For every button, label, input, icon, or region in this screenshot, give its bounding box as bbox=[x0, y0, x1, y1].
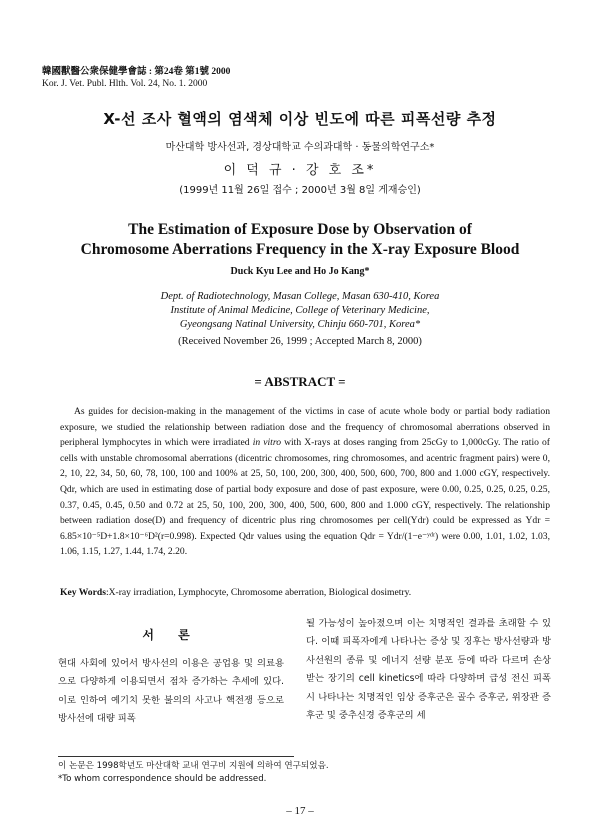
affiliation-line: Gyeongsang Natinal University, Chinju 660-701, Korea* bbox=[179, 319, 421, 330]
abstract-text: As guides for decision-making in the management of the victims in case of acute whole body or partial body radiation exposure, we studied the relationship between radiation dose and the frequency of chromosomal aberrations observed in peripheral lymphocytes in which were irradiated bbox=[60, 406, 550, 449]
korean-authors: 이 덕 규 · 강 호 조* bbox=[223, 163, 377, 178]
intro-text-right: 될 가능성이 높아졌으며 이는 치명적인 결과를 초래할 수 있다. 이때 피폭자에게 나타나는 증상 및 징후는 방사선량과 방사선원의 종류 및 에너지 선량 분포 등에 따라 다르며 손상 받는 장기의 cell kinetics에 따라 다양하며 급성 전신 피폭시 나타나는 치명적인 임상 증후군은 골수 증후군, 위장관 증후군 및 중추신경 증후군의 세 bbox=[306, 618, 551, 722]
footnote-funding: 이 논문은 1998학년도 마산대학 교내 연구비 지원에 의하여 연구되었음. bbox=[58, 761, 329, 771]
page-number: – 17 – bbox=[286, 805, 314, 817]
intro-right-column bbox=[306, 615, 551, 725]
abstract-italic: in vitro bbox=[252, 437, 281, 449]
affiliation-line: Institute of Animal Medicine, College of Veterinary Medicine, bbox=[170, 305, 430, 316]
abstract-paragraph bbox=[60, 404, 550, 560]
abstract-heading: = ABSTRACT = bbox=[254, 374, 346, 389]
english-dates: (Received November 26, 1999 ; Accepted March 8, 2000) bbox=[178, 336, 422, 347]
korean-affiliation: 마산대학 방사선과, 경상대학교 수의과대학 · 동물의학연구소* bbox=[165, 142, 435, 153]
korean-dates: (1999년 11월 26일 접수 ; 2000년 3월 8일 게재승인) bbox=[179, 185, 421, 196]
intro-left-column bbox=[58, 626, 284, 729]
english-authors: Duck Kyu Lee and Ho Jo Kang* bbox=[230, 266, 370, 277]
abstract-text: with X-rays at doses ranging from 25cGy to 1,000cGy. The ratio of cells with unstable chromosomal aberrations (dicentric chromosomes, ring chromosomes, and acentric fragment pairs) were 0, 2, 10, 22, 34, 50, 60, 78, 100, 100 and 100% at 25, 50, 100, 200, 300, 400, 500, 600, 700, 800 and 1.000 cGY, respectively. Qdr, which are used in estimating dose of partial body exposure and dose of past exposure, were 0.00, 0.25, 0.25, 0.25, 0.25, 0.37, 0.45, 0.45, 0.50 and 0.72 at 25, 50, 100, 200, 300, 400, 500, 600, 800 and 1.000 cGY, respectively. The relationship between radiation dose(D) and frequency of dicentric plus ring chromosomes per cell(Ydr) could be expressed as Ydr = 6.85×10⁻⁵D+1.8×10⁻⁶D²(r=0.998). Expected Qdr values using the equation Qdr = Ydr/(1−e⁻ʸᵈʳ) were 0.00, 1.01, 1.02, 1.03, 1.06, 1.15, 1.27, 1.44, 1.74, 2.20. bbox=[60, 437, 551, 558]
abstract-body bbox=[60, 404, 550, 560]
journal-header-korean: 韓國獸醫公衆保健學會誌 : 第24卷 第1號 2000 bbox=[42, 67, 231, 77]
keywords-label: Key Words bbox=[60, 587, 106, 598]
footnotes bbox=[58, 760, 329, 786]
affiliation-line: Dept. of Radiotechnology, Masan College, Masan 630-410, Korea bbox=[160, 291, 440, 302]
english-affiliation bbox=[0, 290, 600, 332]
english-title bbox=[0, 220, 600, 260]
keywords-text: :X-ray irradiation, Lymphocyte, Chromosome aberration, Biological dosimetry. bbox=[105, 587, 412, 598]
footnote-divider bbox=[58, 756, 294, 757]
journal-header-english: Kor. J. Vet. Publ. Hlth. Vol. 24, No. 1. 2000 bbox=[42, 79, 208, 89]
journal-header bbox=[42, 66, 230, 90]
footnote-correspondence: *To whom correspondence should be addressed. bbox=[58, 774, 267, 784]
korean-title: X-선 조사 혈액의 염색체 이상 빈도에 따른 피폭선량 추정 bbox=[103, 110, 497, 128]
english-title-line: Chromosome Aberrations Frequency in the X-ray Exposure Blood bbox=[80, 241, 520, 258]
section-heading-introduction: 서 론 bbox=[142, 628, 200, 642]
english-title-line: The Estimation of Exposure Dose by Observation of bbox=[128, 221, 472, 238]
intro-text-left: 현대 사회에 있어서 방사선의 이용은 공업용 및 의료용으로 다양하게 이용되면서 점차 증가하는 추세에 있다. 이로 인하여 예기치 못한 불의의 사고나 핵전쟁 등으로 방사선에 대량 피폭 bbox=[58, 658, 284, 725]
keywords bbox=[60, 587, 560, 598]
